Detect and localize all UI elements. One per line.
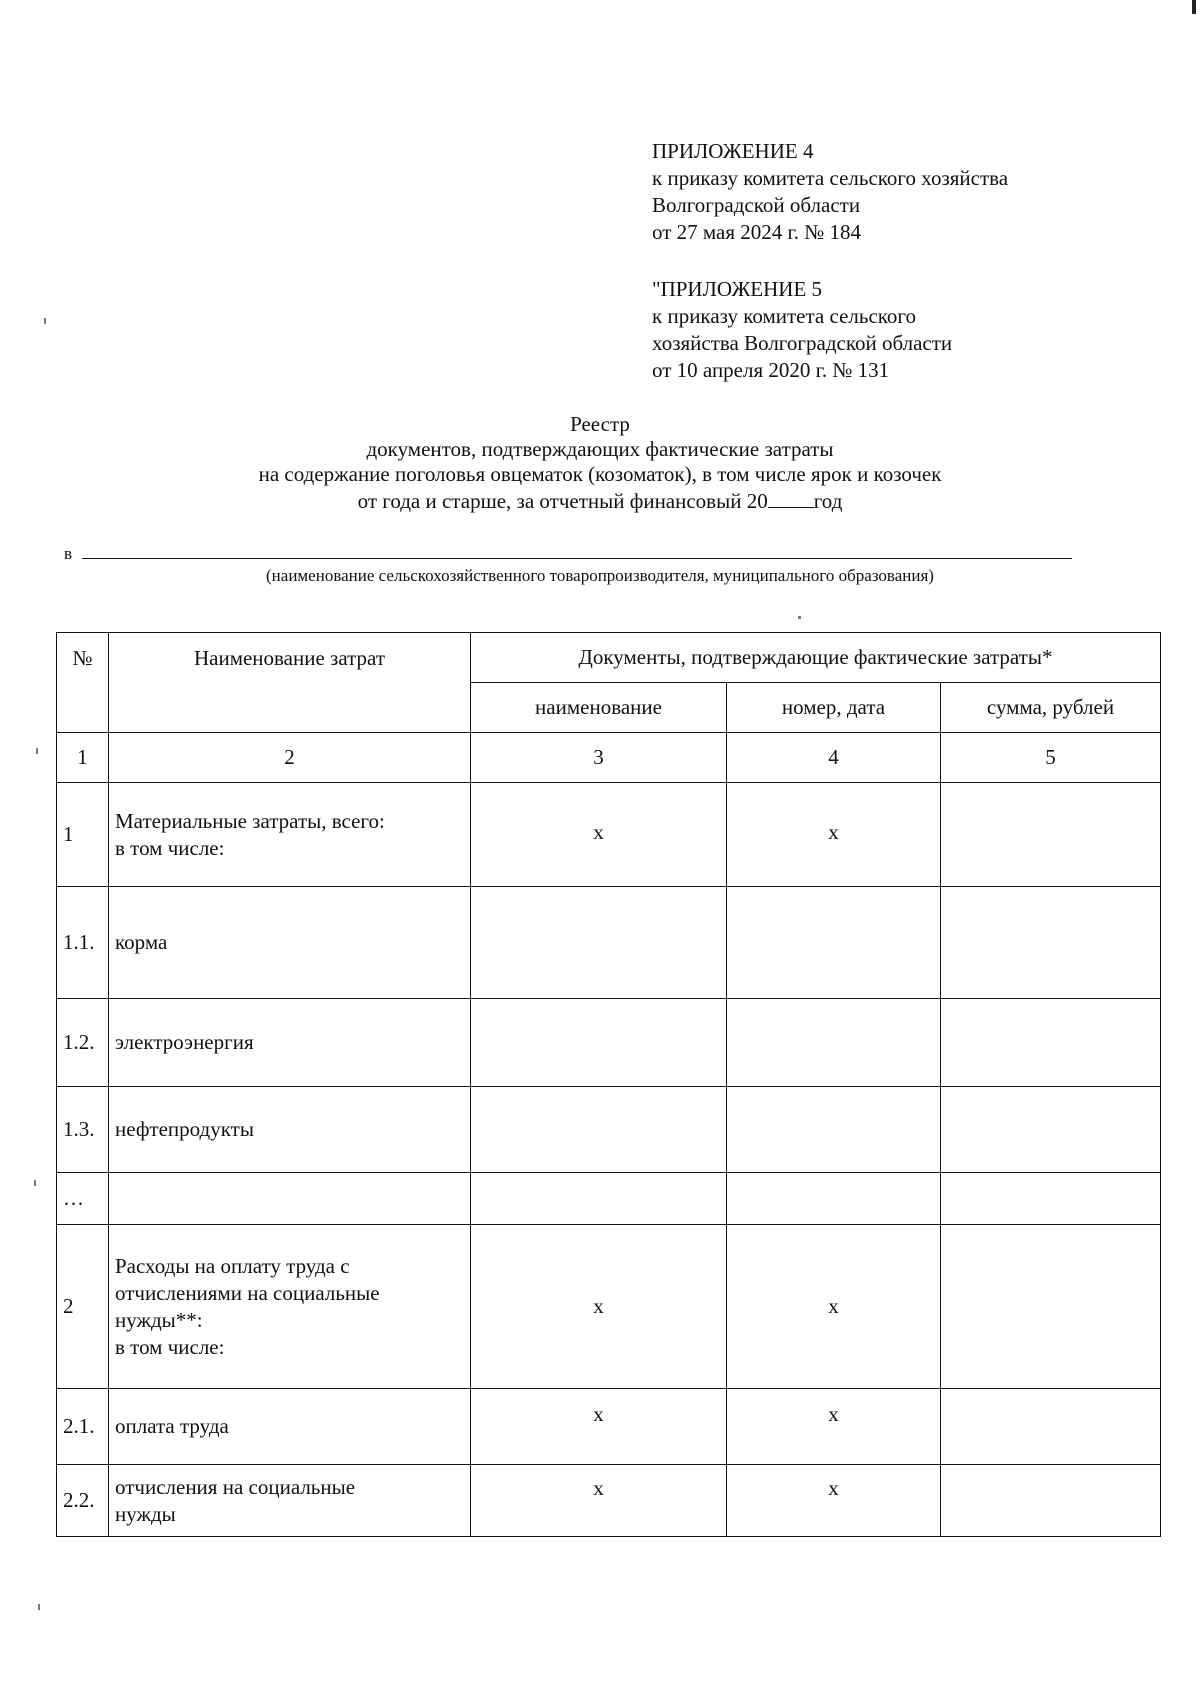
scan-speck — [1192, 0, 1196, 14]
row-doc-name: x — [471, 1225, 727, 1389]
cost-name-line: нужды — [115, 1501, 176, 1526]
title-line: документов, подтверждающих фактические затраты — [366, 437, 834, 461]
row-doc-name: x — [471, 1389, 727, 1465]
table-row — [57, 1225, 1161, 1389]
appendix-4-line: Волгоградской области — [652, 193, 861, 217]
header-doc-name: наименование — [471, 683, 727, 733]
appendix-4-header — [652, 138, 1008, 246]
row-cost-name — [109, 1087, 471, 1173]
index-cell: 1 — [57, 733, 109, 783]
row-doc-number — [727, 1087, 941, 1173]
row-doc-number — [727, 887, 941, 999]
scan-speck — [34, 1180, 36, 1186]
cost-name-line: оплата труда — [115, 1414, 229, 1438]
row-cost-name — [109, 1465, 471, 1537]
cost-name-line: отчислениями на социальные — [115, 1280, 380, 1305]
cost-name-line: отчисления на социальные — [115, 1474, 356, 1499]
row-cost-name — [109, 887, 471, 999]
table-row — [57, 1389, 1161, 1465]
row-doc-name — [471, 1087, 727, 1173]
appendix-5-header — [652, 276, 952, 384]
scan-speck — [44, 318, 46, 324]
row-number: 2.2. — [57, 1465, 109, 1537]
table-row — [57, 999, 1161, 1087]
header-documents: Документы, подтверждающие фактические затраты* — [471, 633, 1161, 683]
organization-prefix: в — [64, 544, 73, 563]
row-sum — [941, 1087, 1161, 1173]
header-number: № — [57, 633, 109, 733]
title-line-year — [0, 487, 1200, 514]
row-doc-number: x — [727, 1389, 941, 1465]
table-row — [57, 1173, 1161, 1225]
appendix-4-order-date: от 27 мая 2024 г. № 184 — [652, 220, 862, 244]
header-doc-number-date: номер, дата — [727, 683, 941, 733]
appendix-4-line: к приказу комитета сельского хозяйства — [652, 166, 1009, 190]
row-number: 1.1. — [57, 887, 109, 999]
index-cell: 4 — [727, 733, 941, 783]
appendix-5-title: "ПРИЛОЖЕНИЕ 5 — [652, 277, 823, 301]
costs-register-table — [56, 632, 1161, 1537]
row-cost-name — [109, 999, 471, 1087]
row-doc-number: x — [727, 783, 941, 887]
title-line: на содержание поголовья овцематок (козоматок), в том числе ярок и козочек — [258, 462, 942, 486]
table-row — [57, 1087, 1161, 1173]
cost-name-line: нефтепродукты — [115, 1117, 254, 1141]
table-header-row — [57, 633, 1161, 683]
table-row — [57, 783, 1161, 887]
cost-name-line: корма — [115, 930, 168, 954]
table-row — [57, 1465, 1161, 1537]
row-number: 2 — [57, 1225, 109, 1389]
row-cost-name — [109, 1389, 471, 1465]
row-cost-name — [109, 1225, 471, 1389]
scan-speck — [38, 1604, 40, 1610]
cost-name-line: Расходы на оплату труда с — [115, 1253, 350, 1278]
row-sum — [941, 1173, 1161, 1225]
scan-speck — [798, 616, 801, 619]
header-cost-name: Наименование затрат — [109, 633, 471, 733]
row-doc-number: x — [727, 1225, 941, 1389]
row-doc-name — [471, 1173, 727, 1225]
year-prefix: от года и старше, за отчетный финансовый 20 — [357, 489, 768, 513]
document-title — [0, 412, 1200, 514]
appendix-4-title: ПРИЛОЖЕНИЕ 4 — [652, 139, 814, 163]
table-index-row — [57, 733, 1161, 783]
cost-name-line: Материальные затраты, всего: — [115, 808, 385, 833]
row-sum — [941, 887, 1161, 999]
row-number: 1.2. — [57, 999, 109, 1087]
appendix-5-line: к приказу комитета сельского — [652, 304, 917, 328]
year-suffix: год — [813, 489, 843, 513]
organization-blank-field — [82, 558, 1072, 559]
row-number: … — [57, 1173, 109, 1225]
row-number: 2.1. — [57, 1389, 109, 1465]
row-sum — [941, 1465, 1161, 1537]
table-row — [57, 887, 1161, 999]
scan-speck — [36, 748, 38, 754]
row-number: 1 — [57, 783, 109, 887]
index-cell: 3 — [471, 733, 727, 783]
appendix-5-line: хозяйства Волгоградской области — [652, 331, 953, 355]
cost-name-line: в том числе: — [115, 835, 225, 860]
row-cost-name — [109, 1173, 471, 1225]
row-doc-name: x — [471, 1465, 727, 1537]
appendix-5-order-date: от 10 апреля 2020 г. № 131 — [652, 358, 890, 382]
row-sum — [941, 1389, 1161, 1465]
row-doc-name: x — [471, 783, 727, 887]
row-doc-number — [727, 999, 941, 1087]
year-blank-field — [768, 487, 814, 508]
row-sum — [941, 999, 1161, 1087]
row-doc-number — [727, 1173, 941, 1225]
title-line: Реестр — [570, 412, 630, 436]
row-sum — [941, 783, 1161, 887]
index-cell: 5 — [941, 733, 1161, 783]
cost-name-line: в том числе: — [115, 1334, 225, 1359]
row-doc-name — [471, 887, 727, 999]
cost-name-line: нужды**: — [115, 1307, 203, 1332]
index-cell: 2 — [109, 733, 471, 783]
row-doc-name — [471, 999, 727, 1087]
row-doc-number: x — [727, 1465, 941, 1537]
row-number: 1.3. — [57, 1087, 109, 1173]
row-cost-name — [109, 783, 471, 887]
header-doc-sum: сумма, рублей — [941, 683, 1161, 733]
organization-caption: (наименование сельскохозяйственного товаропроизводителя, муниципального образования) — [266, 566, 934, 585]
row-sum — [941, 1225, 1161, 1389]
cost-name-line: электроэнергия — [115, 1030, 254, 1054]
